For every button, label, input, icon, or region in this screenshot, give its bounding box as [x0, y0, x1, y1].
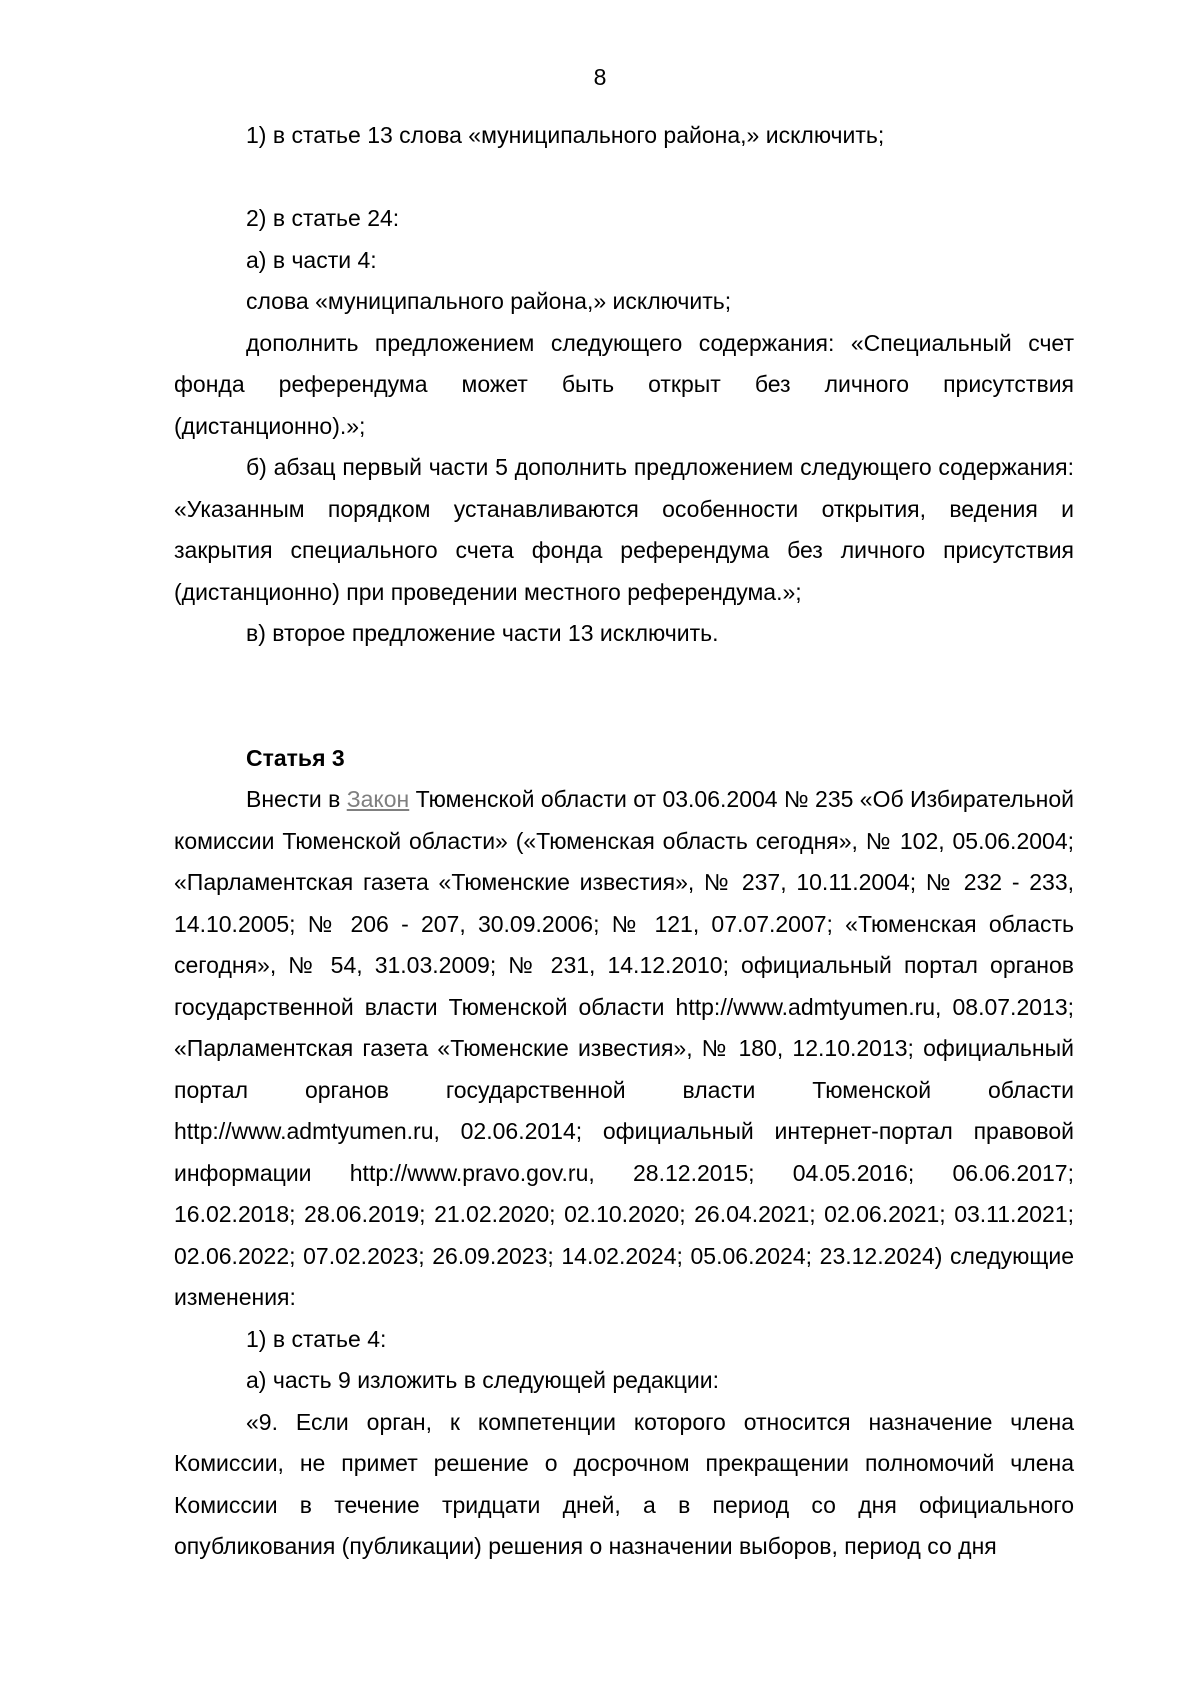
- page-number: 8: [593, 64, 607, 90]
- article3-intro-start: Внести в: [246, 786, 341, 812]
- document-body: [174, 115, 1074, 1568]
- article3-intro-rest: Тюменской области от 03.06.2004 № 235 «Об Избирательной комиссии Тюменской области» («Тюменская область сегодня», № 102, 05.06.2004; «Парламентская газета «Тюменские известия», № 237, 10.11.2004; № 232 - 233, 14.10.2005; № 206 - 207, 30.09.2006; № 121, 07.07.2007; «Тюменская область сегодня», № 54, 31.03.2009; № 231, 14.12.2010; официальный портал органов государственной власти Тюменской области http://www.admtyumen.ru, 08.07.2013; «Парламентская газета «Тюменские известия», № 180, 12.10.2013; официальный портал органов государственной власти Тюменской области http://www.admtyumen.ru, 02.06.2014; официальный интернет-портал правовой информации http://www.pravo.gov.ru, 28.12.2015; 04.05.2016; 06.06.2017; 16.02.2018; 28.06.2019; 21.02.2020; 02.10.2020; 26.04.2021; 02.06.2021; 03.11.2021; 02.06.2022; 07.02.2023; 26.09.2023; 14.02.2024; 05.06.2024; 23.12.2024) следующие изменения:: [174, 786, 1075, 1310]
- article3-item-1a: а) часть 9 изложить в следующей редакции:: [246, 1367, 719, 1393]
- article3-item-1: 1) в статье 4:: [246, 1325, 387, 1352]
- article2-item-2: 2) в статье 24:: [246, 205, 400, 231]
- article2-item-2a: а) в части 4:: [246, 246, 377, 273]
- article2-item-1: 1) в статье 13 слова «муниципального района,» исключить;: [246, 122, 885, 148]
- article2-item-2c: в) второе предложение части 13 исключить.: [246, 620, 719, 646]
- article2-item-2b: б) абзац первый части 5 дополнить предложением следующего содержания: «Указанным порядком устанавливаются особенности открытия, ведения и закрытия специального счета фонда референдума без личного присутствия (дистанционно) при проведении местного референдума.»;: [174, 454, 1074, 605]
- law-link[interactable]: Закон: [346, 786, 410, 812]
- article2-item-2a-words: слова «муниципального района,» исключить;: [246, 288, 732, 314]
- article3-quote-part9: «9. Если орган, к компетенции которого относится назначение члена Комиссии, не примет решение о досрочном прекращении полномочий члена Комиссии в течение тридцати дней, а в период со дня официального опубликования (публикации) решения о назначении выборов, период со дня: [174, 1408, 1074, 1559]
- article2-item-2a-supplement: дополнить предложением следующего содержания: «Специальный счет фонда референдума может быть открыт без личного присутствия (дистанционно).»;: [174, 329, 1074, 439]
- article3-heading: Статья 3: [246, 744, 345, 771]
- article3-intro: [174, 779, 1074, 1319]
